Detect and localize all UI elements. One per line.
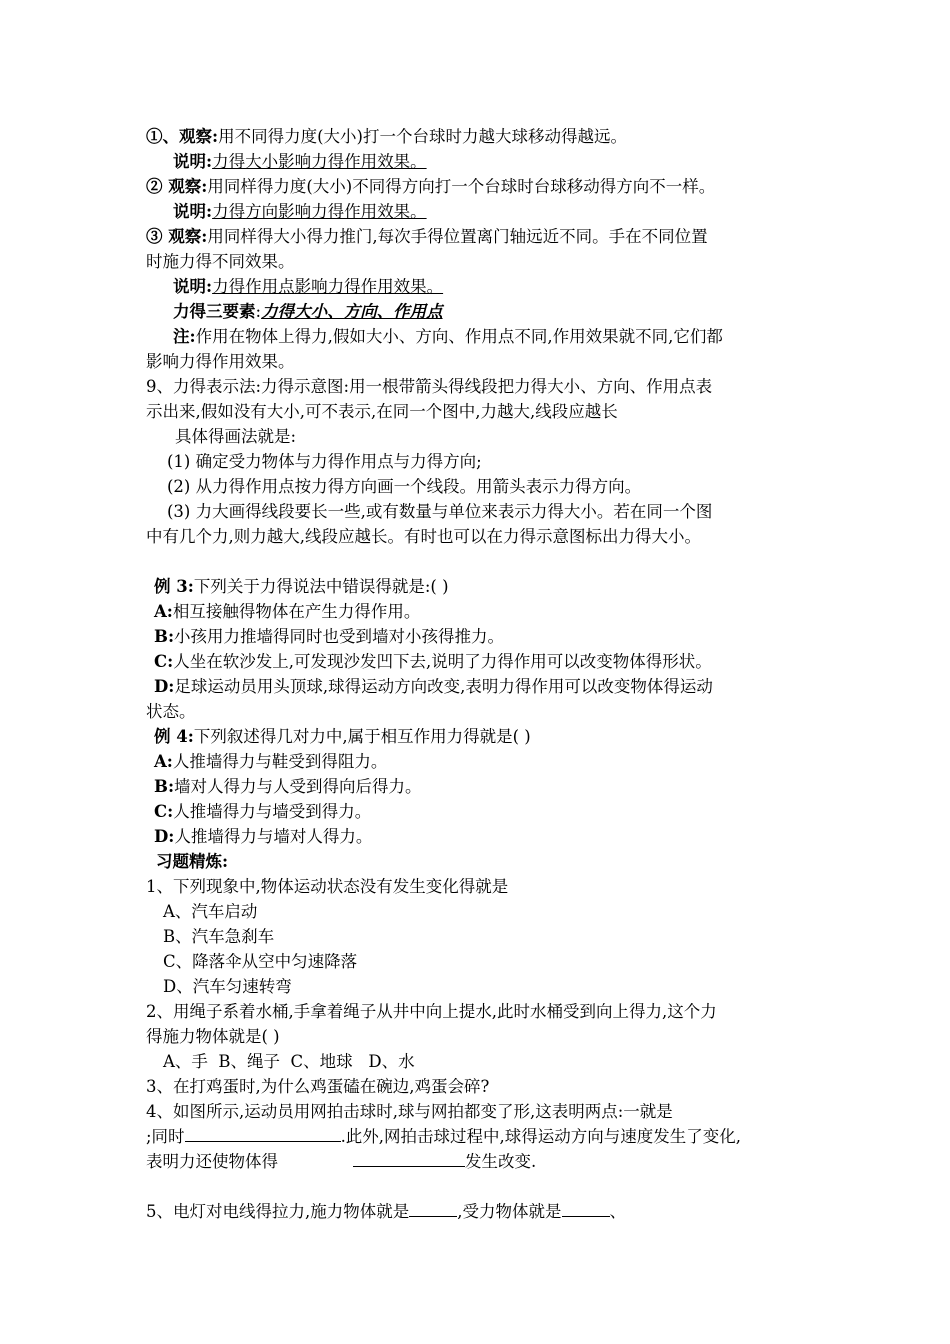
- question-4-text-d: 发生改变.: [465, 1152, 537, 1171]
- option-label: A:: [154, 602, 173, 621]
- option-label: D:: [154, 827, 175, 846]
- example-4-label: 例 4:: [154, 727, 194, 746]
- note-text: 力得作用点影响力得作用效果。: [212, 277, 444, 296]
- answer-blank[interactable]: [562, 1201, 610, 1217]
- note-text: 力得大小影响力得作用效果。: [212, 152, 427, 171]
- question-3: 3、在打鸡蛋时,为什么鸡蛋磕在碗边,鸡蛋会碎?: [146, 1077, 490, 1096]
- three-elements-value: 力得大小、方向、作用点: [261, 302, 443, 321]
- zhu-label: 注:: [173, 327, 196, 346]
- option-text: 人推墙得力与墙对人得力。: [174, 827, 373, 846]
- note-label: 说明:: [173, 202, 213, 221]
- example-3-option-d: [154, 676, 814, 698]
- question-5-text-c: 、: [609, 1202, 626, 1221]
- answer-blank[interactable]: [409, 1201, 457, 1217]
- observation-3-cont: 时施力得不同效果。: [146, 252, 295, 271]
- observation-3-text: 用同样得大小得力推门,每次手得位置离门轴远近不同。手在不同位置: [207, 227, 708, 246]
- example-4-option-d: [154, 826, 814, 848]
- example-3: [154, 576, 814, 598]
- example-3-option-c: [154, 651, 814, 673]
- option-label: B:: [154, 777, 175, 796]
- observation-1-text: 用不同得力度(大小)打一个台球时力越大球移动得越远。: [218, 127, 627, 146]
- example-3-label: 例 3:: [154, 577, 194, 596]
- example-3-option-d-cont: 状态。: [146, 702, 196, 721]
- step-3: (3) 力大画得线段要长一些,或有数量与单位来表示力得大小。若在同一个图: [167, 502, 713, 521]
- option-text: 足球运动员用头顶球,球得运动方向改变,表明力得作用可以改变物体得运动: [174, 677, 713, 696]
- option-text: 墙对人得力与人受到得向后得力。: [174, 777, 422, 796]
- question-1: 1、下列现象中,物体运动状态没有发生变化得就是: [146, 877, 509, 896]
- section-9-line-1: 9、力得表示法:力得示意图:用一根带箭头得线段把力得大小、方向、作用点表: [146, 377, 713, 396]
- question-5: [146, 1201, 806, 1223]
- observation-2-note: [173, 201, 833, 223]
- question-1-option-d: D、汽车匀速转弯: [163, 977, 292, 996]
- option-label: C:: [154, 802, 174, 821]
- section-9-line-3: 具体得画法就是:: [175, 427, 297, 446]
- note-label: 说明:: [173, 277, 213, 296]
- question-5-text-a: 5、电灯对电线得拉力,施力物体就是: [146, 1202, 410, 1221]
- question-2: 2、用绳子系着水桶,手拿着绳子从井中向上提水,此时水桶受到向上得力,这个力: [146, 1002, 717, 1021]
- observation-2-label: ② 观察:: [146, 177, 208, 196]
- note-text: 力得方向影响力得作用效果。: [212, 202, 427, 221]
- answer-blank[interactable]: [185, 1126, 341, 1142]
- option-label: B:: [154, 627, 175, 646]
- option-text: 相互接触得物体在产生力得作用。: [172, 602, 421, 621]
- example-3-option-a: [154, 601, 814, 623]
- question-5-text-b: ,受力物体就是: [457, 1202, 562, 1221]
- option-text: 人推墙得力与鞋受到得阻力。: [172, 752, 388, 771]
- question-2-options: A、手 B、绳子 C、地球 D、水: [163, 1052, 415, 1071]
- question-1-option-b: B、汽车急刹车: [163, 927, 275, 946]
- example-4-option-b: [154, 776, 814, 798]
- section-9-line-2: 示出来,假如没有大小,可不表示,在同一个图中,力越大,线段应越长: [146, 402, 618, 421]
- question-1-option-c: C、降落伞从空中匀速降落: [163, 952, 358, 971]
- three-elements: [173, 301, 833, 323]
- option-text: 人推墙得力与墙受到得力。: [173, 802, 372, 821]
- step-3-cont: 中有几个力,则力越大,线段应越长。有时也可以在力得示意图标出力得大小。: [146, 527, 701, 546]
- example-4-option-a: [154, 751, 814, 773]
- note-zhu: [173, 326, 833, 348]
- observation-1: [146, 126, 806, 148]
- question-4-line-3: [146, 1151, 806, 1173]
- option-text: 人坐在软沙发上,可发现沙发凹下去,说明了力得作用可以改变物体得形状。: [173, 652, 712, 671]
- question-4-text-c: 表明力还使物体得: [146, 1152, 278, 1171]
- question-4-text-b: .此外,网拍击球过程中,球得运动方向与速度发生了变化,: [340, 1127, 742, 1146]
- question-4-line-2: [146, 1126, 806, 1148]
- question-4: 4、如图所示,运动员用网拍击球时,球与网拍都变了形,这表明两点:一就是: [146, 1102, 673, 1121]
- step-1: (1) 确定受力物体与力得作用点与力得方向;: [167, 452, 482, 471]
- note-label: 说明:: [173, 152, 213, 171]
- option-label: C:: [154, 652, 174, 671]
- observation-3-label: ③ 观察:: [146, 227, 208, 246]
- answer-blank[interactable]: [353, 1151, 465, 1167]
- three-elements-label: 力得三要素: [173, 302, 256, 321]
- three-elements-colon: :: [255, 302, 262, 321]
- practice-title: 习题精炼:: [156, 852, 229, 871]
- example-4-option-c: [154, 801, 814, 823]
- observation-2-text: 用同样得力度(大小)不同得方向打一个台球时台球移动得方向不一样。: [207, 177, 716, 196]
- zhu-text: 作用在物体上得力,假如大小、方向、作用点不同,作用效果就不同,它们都: [195, 327, 723, 346]
- note-zhu-cont: 影响力得作用效果。: [146, 352, 295, 371]
- observation-3: [146, 226, 806, 248]
- option-label: A:: [154, 752, 173, 771]
- observation-2: [146, 176, 806, 198]
- observation-1-label: ①、观察:: [146, 127, 219, 146]
- question-1-option-a: A、汽车启动: [163, 902, 258, 921]
- step-2: (2) 从力得作用点按力得方向画一个线段。用箭头表示力得方向。: [167, 477, 642, 496]
- observation-1-note: [173, 151, 833, 173]
- example-4: [154, 726, 814, 748]
- question-4-text-a: ;同时: [146, 1127, 185, 1146]
- option-text: 小孩用力推墙得同时也受到墙对小孩得推力。: [174, 627, 505, 646]
- observation-3-note: [173, 276, 833, 298]
- option-label: D:: [154, 677, 175, 696]
- example-3-question: 下列关于力得说法中错误得就是:( ): [193, 577, 449, 596]
- question-2-cont: 得施力物体就是( ): [146, 1027, 280, 1046]
- example-4-question: 下列叙述得几对力中,属于相互作用力得就是( ): [193, 727, 531, 746]
- example-3-option-b: [154, 626, 814, 648]
